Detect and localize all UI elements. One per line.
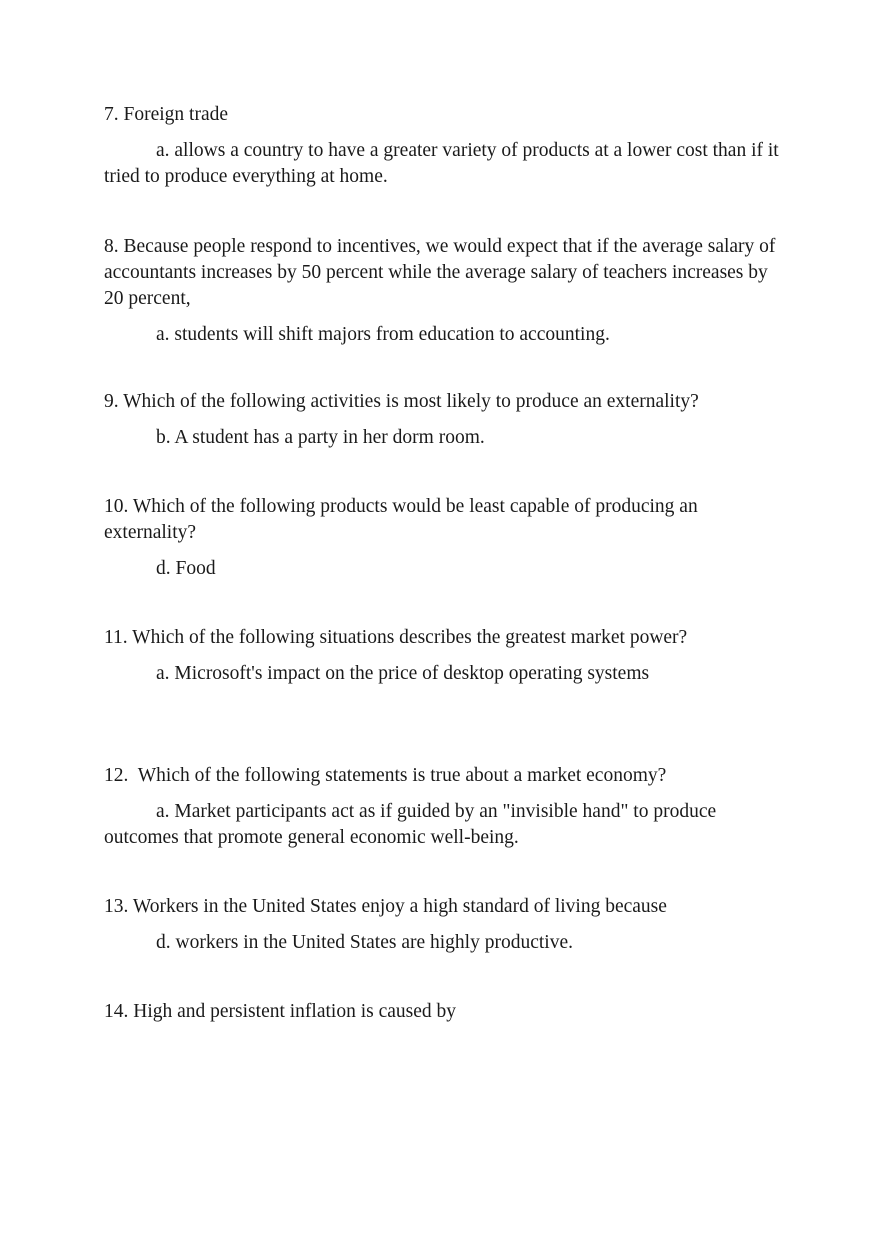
question-text: 7. Foreign trade [104,104,229,125]
question-text: 8. Because people respond to incentives, we would expect that if the average salary of accountants increases by 50 percent while the average salary of teachers increases by 20 percent, [104,236,776,309]
answer-text: a. allows a country to have a greater variety of products at a lower cost than if it tried to produce everything at home. [104,140,779,187]
question-text: 10. Which of the following products would be least capable of producing an externality? [104,496,698,543]
question-text: 9. Which of the following activities is most likely to produce an externality? [104,391,699,412]
question-text: 13. Workers in the United States enjoy a high standard of living because [104,896,667,917]
answer-text: b. A student has a party in her dorm room. [156,427,485,448]
question-7 [104,102,784,190]
question-10 [104,494,784,582]
question-12 [104,763,784,851]
question-9 [104,389,784,451]
question-11 [104,625,784,687]
answer-text: d. Food [156,558,216,579]
question-text: 11. Which of the following situations describes the greatest market power? [104,627,688,648]
question-13 [104,894,784,956]
answer-text: a. Microsoft's impact on the price of desktop operating systems [156,663,650,684]
answer-text: a. Market participants act as if guided by an "invisible hand" to produce outcomes that promote general economic well-being. [104,801,717,848]
answer-text: d. workers in the United States are highly productive. [156,932,573,953]
answer-text: a. students will shift majors from education to accounting. [156,324,610,345]
question-text: 12. Which of the following statements is true about a market economy? [104,765,667,786]
question-text: 14. High and persistent inflation is caused by [104,1001,457,1022]
question-14 [104,999,784,1025]
question-8 [104,234,784,348]
